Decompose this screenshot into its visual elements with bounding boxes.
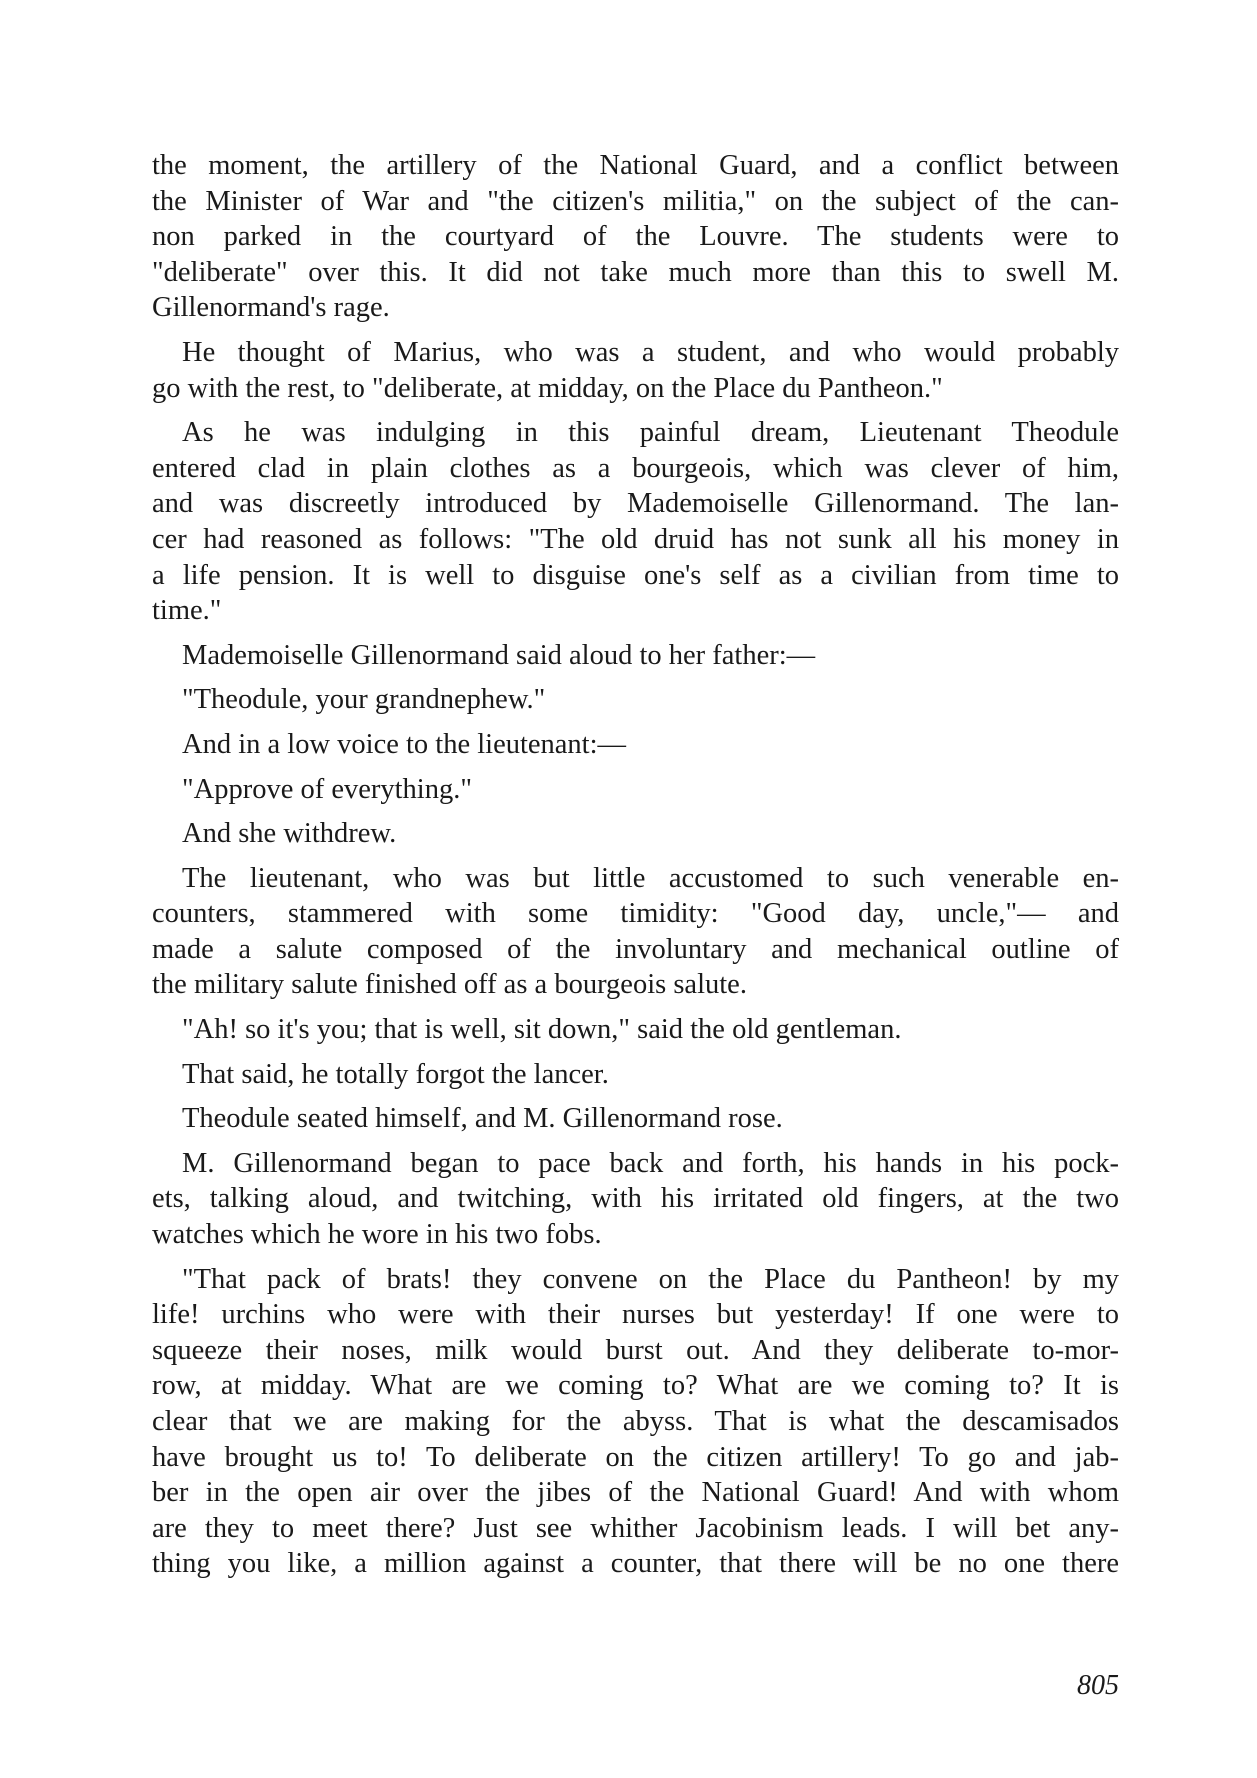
text-line: life! urchins who were with their nurses but yesterday! If one were to xyxy=(152,1299,1119,1331)
paragraph xyxy=(152,148,1119,326)
paragraph xyxy=(152,1057,1119,1093)
paragraph xyxy=(152,682,1119,718)
text-line: the Minister of War and "the citizen's militia," on the subject of the can- xyxy=(152,185,1119,217)
text-line: row, at midday. What are we coming to? What are we coming to? It is xyxy=(152,1370,1119,1402)
text-line: "deliberate" over this. It did not take much more than this to swell M. xyxy=(152,256,1119,288)
text-line: squeeze their noses, milk would burst out. And they deliberate to-mor- xyxy=(152,1334,1119,1366)
text-line: As he was indulging in this painful dream, Lieutenant Theodule xyxy=(182,417,1119,449)
paragraph xyxy=(152,1101,1119,1137)
text-line: "That pack of brats! they convene on the Place du Pantheon! by my xyxy=(182,1263,1119,1295)
text-line: And she withdrew. xyxy=(182,818,397,850)
text-line: and was discreetly introduced by Mademoiselle Gillenormand. The lan- xyxy=(152,488,1119,520)
text-line: And in a low voice to the lieutenant:— xyxy=(182,728,627,760)
text-line: He thought of Marius, who was a student, and who would probably xyxy=(182,336,1119,368)
paragraph xyxy=(152,415,1119,629)
paragraph xyxy=(152,816,1119,852)
paragraph xyxy=(152,1146,1119,1253)
paragraph xyxy=(152,772,1119,808)
text-line: ets, talking aloud, and twitching, with his irritated old fingers, at the two xyxy=(152,1183,1119,1215)
text-line: That said, he totally forgot the lancer. xyxy=(182,1058,609,1090)
text-line: The lieutenant, who was but little accustomed to such venerable en- xyxy=(182,862,1119,894)
text-line: entered clad in plain clothes as a bourgeois, which was clever of him, xyxy=(152,452,1119,484)
text-line: "Theodule, your grandnephew." xyxy=(182,684,546,716)
text-line: time." xyxy=(152,595,222,627)
text-line: M. Gillenormand began to pace back and forth, his hands in his pock- xyxy=(182,1147,1119,1179)
text-line: a life pension. It is well to disguise one's self as a civilian from time to xyxy=(152,559,1119,591)
page-body-text xyxy=(152,148,1119,1591)
text-line: clear that we are making for the abyss. That is what the descamisados xyxy=(152,1406,1119,1437)
paragraph xyxy=(152,1262,1119,1582)
text-line: are they to meet there? Just see whither Jacobinism leads. I will bet any- xyxy=(152,1512,1119,1544)
paragraph xyxy=(152,638,1119,674)
paragraph xyxy=(152,727,1119,763)
text-line: "Approve of everything." xyxy=(182,773,472,805)
text-line: cer had reasoned as follows: "The old druid has not sunk all his money in xyxy=(152,523,1119,555)
text-line: counters, stammered with some timidity: "Good day, uncle,"— and xyxy=(152,898,1119,930)
text-line: thing you like, a million against a counter, that there will be no one there xyxy=(152,1548,1119,1580)
paragraph xyxy=(152,861,1119,1003)
text-line: Mademoiselle Gillenormand said aloud to her father:— xyxy=(182,639,816,671)
text-line: have brought us to! To deliberate on the citizen artillery! To go and jab- xyxy=(152,1441,1119,1473)
text-line: the military salute finished off as a bourgeois salute. xyxy=(152,969,747,1001)
text-line: the moment, the artillery of the National Guard, and a conflict between xyxy=(152,150,1119,181)
text-line: "Ah! so it's you; that is well, sit down," said the old gentleman. xyxy=(182,1014,902,1046)
page-number: 805 xyxy=(1077,1670,1119,1701)
text-line: non parked in the courtyard of the Louvre. The students were to xyxy=(152,221,1119,253)
text-line: Theodule seated himself, and M. Gillenormand rose. xyxy=(182,1103,783,1135)
text-line: go with the rest, to "deliberate, at midday, on the Place du Pantheon." xyxy=(152,372,943,404)
text-line: made a salute composed of the involuntary and mechanical outline of xyxy=(152,933,1119,965)
text-line: watches which he wore in his two fobs. xyxy=(152,1219,602,1251)
paragraph xyxy=(152,335,1119,406)
text-line: ber in the open air over the jibes of the National Guard! And with whom xyxy=(152,1477,1119,1509)
paragraph xyxy=(152,1012,1119,1048)
text-line: Gillenormand's rage. xyxy=(152,292,390,324)
